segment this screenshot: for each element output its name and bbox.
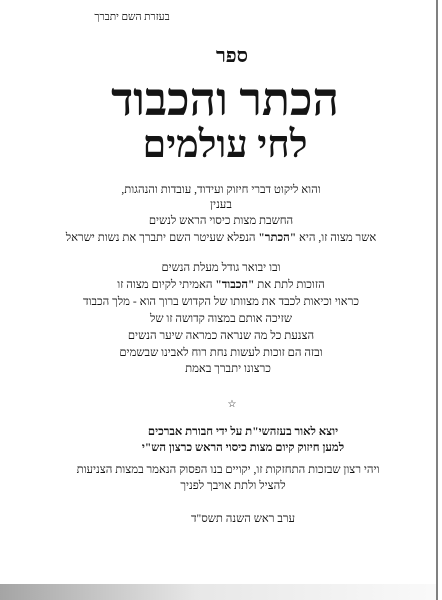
star-divider-icon: ☆ <box>227 399 237 410</box>
body-line-2 <box>0 278 442 292</box>
publisher-line-1: יוצא לאור בעזהשי"ת על ידי חבורת אברכים <box>147 426 339 438</box>
scan-shadow-bottom <box>0 584 436 600</box>
header-blessing: בעזרת השם יתברך <box>94 12 170 23</box>
body-line-2-before: הזוכות לתת את <box>257 279 325 291</box>
book-prefix: ספר <box>215 45 249 67</box>
book-subtitle: לחי עולמים <box>142 124 308 166</box>
body-line-2-after: האמיתי לקיום מצוה זו <box>117 279 213 291</box>
prayer-line-2: להציל ולתת אויבך לפניך <box>180 480 286 492</box>
intro-line-3: החשבת מצות כיסוי הראש לנשים <box>148 215 294 227</box>
body-line-6: ובזה הם זוכות לעשות נחת רוח לאבינו שבשמים <box>119 347 323 359</box>
body-line-2-keyword: "הכבוד" <box>215 279 255 291</box>
publisher-line-2: למען חיזוק קיום מצות כיסוי הראש כרצון הש"י <box>141 442 345 454</box>
publication-date: ערב ראש השנה תשס"ד <box>190 513 296 525</box>
book-title: הכתר והכבוד <box>111 74 339 125</box>
body-line-5: הצנעת כל מה שנראה כמראה שיער הנשים <box>127 330 315 342</box>
body-line-3: כראוי וכיאות לכבד את מצוותו של הקדוש ברוך הוא - מלך הכבוד <box>83 296 359 308</box>
intro-line-4-before: אשר מצוה זו, היא <box>298 232 377 244</box>
body-line-7: כרצונו יתברך באמת <box>185 363 271 375</box>
body-line-4: שזיכה אותם במצוה קדושה זו של <box>149 313 292 325</box>
intro-line-4-keyword: "הכתר" <box>258 232 297 244</box>
body-line-1: ובו יבואר גודל מעלת הנשים <box>161 262 281 274</box>
intro-line-4-after: הנפלא שעיטר השם יתברך את נשות ישראל <box>65 232 256 244</box>
intro-line-4 <box>0 231 442 245</box>
intro-line-1: והוא ליקוט דברי חיזוק ועידוד, עובדות והנהגות, <box>121 184 321 196</box>
intro-line-2: בענין <box>210 199 232 211</box>
scan-edge-right <box>436 0 438 600</box>
prayer-line-1: ויהי רצון שבזכות התחזקות זו, יקויים בנו הפסוק הנאמר במצות הצניעות <box>76 464 380 476</box>
